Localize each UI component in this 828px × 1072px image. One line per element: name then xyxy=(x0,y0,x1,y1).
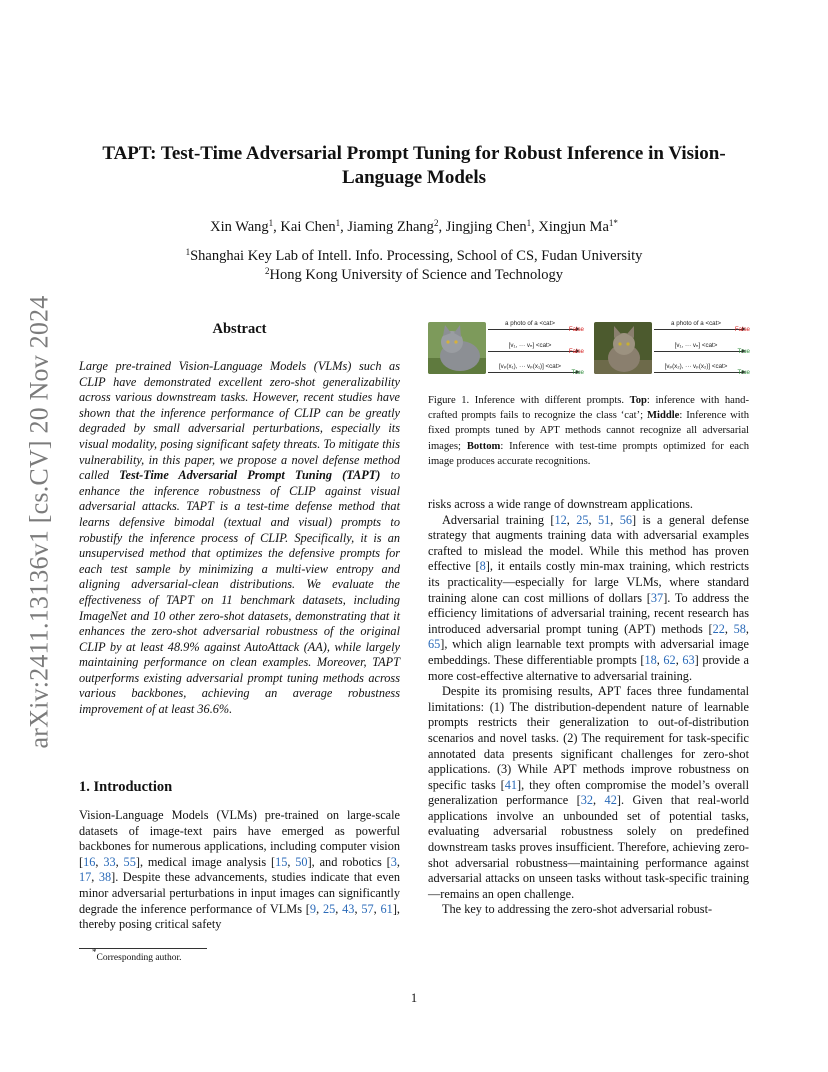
footnote-rule xyxy=(79,948,207,949)
caption-emphasis: Middle xyxy=(647,410,680,422)
caption-emphasis: Bottom xyxy=(466,440,501,452)
cat-photo-gray xyxy=(428,322,486,374)
citation-link[interactable]: 38 xyxy=(98,870,112,885)
citation-link[interactable]: 22 xyxy=(712,621,725,636)
prompt-row: [v₁, ··· vₙ] <cat> False xyxy=(488,342,584,356)
citation-link[interactable]: 25 xyxy=(322,901,336,916)
prompt-row: [vₚ(x₁), ··· vₚ(x₁)] <cat> True xyxy=(488,363,584,377)
affiliations xyxy=(90,247,738,284)
caption-emphasis: Top xyxy=(629,395,647,406)
citation-link[interactable]: 58 xyxy=(733,621,746,636)
section-heading-introduction: 1. Introduction xyxy=(79,779,173,795)
arxiv-identifier: arXiv:2411.13136v1 [cs.CV] 20 Nov 2024 xyxy=(24,295,53,749)
citation-link[interactable]: 18 xyxy=(644,652,657,667)
affiliation-line xyxy=(90,247,738,266)
citation-link[interactable]: 50 xyxy=(295,854,308,869)
citation-link[interactable]: 17 xyxy=(79,870,92,885)
author-name: Xingjun Ma xyxy=(538,219,609,235)
citation-link[interactable]: 9 xyxy=(309,901,317,916)
citation-link[interactable]: 56 xyxy=(619,512,632,527)
figure-panel-right xyxy=(594,318,752,380)
prompt-row: a photo of a <cat> False xyxy=(488,320,584,334)
author-name: Xin Wang xyxy=(210,219,269,235)
citation-link[interactable]: 51 xyxy=(597,512,611,527)
figure-caption: Figure 1. Inference with different prompts. Top: inference with hand-crafted prompts fails to recognize the class ‘cat’; Middle: Inference with fixed prompts tuned by APT methods cannot recognize all adversarial images; Bottom: Inference with test-time prompts optimized for each image produces accurate recognitions. xyxy=(428,395,749,467)
author-affiliation-mark: 1 xyxy=(268,218,274,228)
footnote: *Corresponding author. xyxy=(92,947,182,963)
citation-link[interactable]: 33 xyxy=(103,854,116,869)
author-affiliation-mark: 2 xyxy=(433,218,439,228)
affiliation-line xyxy=(90,266,738,285)
right-column-body xyxy=(428,497,749,918)
abstract-method-name: Test-Time Adversarial Prompt Tuning (TAPT) xyxy=(119,468,381,483)
citation-link[interactable]: 8 xyxy=(479,559,486,574)
citation-link[interactable]: 32 xyxy=(580,793,594,808)
citation-link[interactable]: 42 xyxy=(604,793,617,808)
figure-1 xyxy=(428,318,749,380)
author-affiliation-mark: 1 xyxy=(335,218,341,228)
citation-link[interactable]: 12 xyxy=(554,512,567,527)
body-paragraph: The key to addressing the zero-shot adversarial robust- xyxy=(442,902,713,917)
citation-link[interactable]: 3 xyxy=(390,854,397,869)
page-number: 1 xyxy=(410,991,418,1005)
citation-link[interactable]: 25 xyxy=(576,512,589,527)
citation-link[interactable]: 61 xyxy=(380,901,393,916)
author-name: Jingjing Chen xyxy=(445,219,527,235)
author-affiliation-mark: 1* xyxy=(608,218,618,228)
body-paragraph: Adversarial training [12, 25, 51, 56] is a general defense strategy that augments training data with adversarial examples crafted to mislead the model. While this method has proven effective [8], it entails costly min-max training, which restricts its practicality—especially for large VLMs, where standard training alone can cost millions of dollars [37]. To address the efficiency limitations of adversarial training, recent research has introduced adversarial prompt tuning (APT) methods [22, 58, 65], which align learnable text prompts with adversarial image embeddings. These differentiable prompts [18, 62, 63] provide a more cost-effective alternative to adversarial training. xyxy=(428,512,750,683)
prompt-row: [v₁, ··· vₙ] <cat> True xyxy=(654,342,750,356)
citation-link[interactable]: 43 xyxy=(342,901,355,916)
affiliation-mark: 1 xyxy=(185,247,191,257)
body-paragraph: Despite its promising results, APT faces three fundamental limitations: (1) The distribution-dependent nature of learnable prompts restricts their generalization to out-of-distribution scenarios and novel tasks. (2) The requirement for task-specific annotated data presents significant challenges for zero-shot applications. (3) While APT methods improve robustness on specific tasks [41], they often compromise the model’s overall generalization performance [32, 42]. Given that real-world applications involve an unbounded set of potential tasks, evaluating adversarial robustness solely on predefined downstream tasks proves insufficient. Therefore, achieving zero-shot adversarial robustness—maintaining performance against adversarial attacks on unseen tasks without task-specific training—remains an open challenge. xyxy=(428,684,750,901)
citation-link[interactable]: 62 xyxy=(663,652,676,667)
abstract-body: Large pre-trained Vision-Language Models (VLMs) such as CLIP have demonstrated excellent zero-shot generalizability across various downstream tasks. However, recent studies have shown that the inference performance of CLIP can be greatly degraded by small adversarial perturbations, especially its visual modality, posing significant safety threats. To mitigate this vulnerability, in this paper, we propose a novel defense method called Test-Time Adversarial Prompt Tuning (TAPT) to enhance the inference robustness of CLIP against visual adversarial attacks. TAPT is a test-time defense method that learns defensive bimodal (textual and visual) prompts to robustify the inference process of CLIP. Specifically, it is an unsupervised method that optimizes the defensive prompts for each test sample by minimizing a multi-view entropy and aligning adversarial-clean distributions. We evaluate the effectiveness of TAPT on 11 benchmark datasets, including ImageNet and 10 other zero-shot datasets, demonstrating that it enhances the zero-shot adversarial robustness of the original CLIP by at least 48.9% against AutoAttack (AA), while largely maintaining performance on clean examples. Moreover, TAPT outperforms existing adversarial prompt tuning methods across various backbones, achieving an average robustness improvement of at least 36.6%. xyxy=(79,359,401,717)
prompt-row: [vₚ(x₂), ··· vₚ(x₂)] <cat> True xyxy=(654,363,750,377)
affiliation-text: Shanghai Key Lab of Intell. Info. Processing, School of CS, Fudan University xyxy=(190,248,643,264)
author-name: Jiaming Zhang xyxy=(347,219,434,235)
affiliation-text: Hong Kong University of Science and Technology xyxy=(269,266,563,283)
prompt-row: a photo of a <cat> False xyxy=(654,320,750,334)
author-affiliation-mark: 1 xyxy=(526,218,532,228)
paper-title: TAPT: Test-Time Adversarial Prompt Tuning for Robust Inference in Vision-Language Models xyxy=(102,143,726,188)
author-name: Kai Chen xyxy=(280,219,336,235)
figure-panel-left xyxy=(428,318,586,380)
citation-link[interactable]: 63 xyxy=(682,652,695,667)
body-paragraph: risks across a wide range of downstream applications. xyxy=(428,497,693,511)
citation-link[interactable]: 37 xyxy=(650,590,664,605)
intro-paragraph: Vision-Language Models (VLMs) pre-trained on large-scale datasets of image-text pairs have emerged as powerful backbones for numerous applications, including computer vision [16, 33, 55], medical image analysis [15, 50], and robotics [3, 17, 38]. Despite these advancements, studies indicate that even minor adversarial perturbations in input images can significantly degrade the inference performance of VLMs [9, 25, 43, 57, 61], thereby posing critical safety xyxy=(79,808,400,932)
citation-link[interactable]: 65 xyxy=(428,637,441,652)
author-list: Xin Wang$^1$, Kai Chen$^1$, Jiaming Zhang$^2$, Jingjing Chen$^1$, Xingjun $Ma^{1*}$ xyxy=(210,218,618,235)
citation-link[interactable]: 55 xyxy=(123,854,136,869)
abstract-heading: Abstract xyxy=(212,321,267,337)
affiliation-mark: 2 xyxy=(265,265,270,276)
citation-link[interactable]: 16 xyxy=(83,854,96,869)
cat-photo-tabby xyxy=(594,322,652,374)
citation-link[interactable]: 41 xyxy=(504,777,518,792)
citation-link[interactable]: 15 xyxy=(275,854,288,869)
citation-link[interactable]: 57 xyxy=(361,901,374,916)
